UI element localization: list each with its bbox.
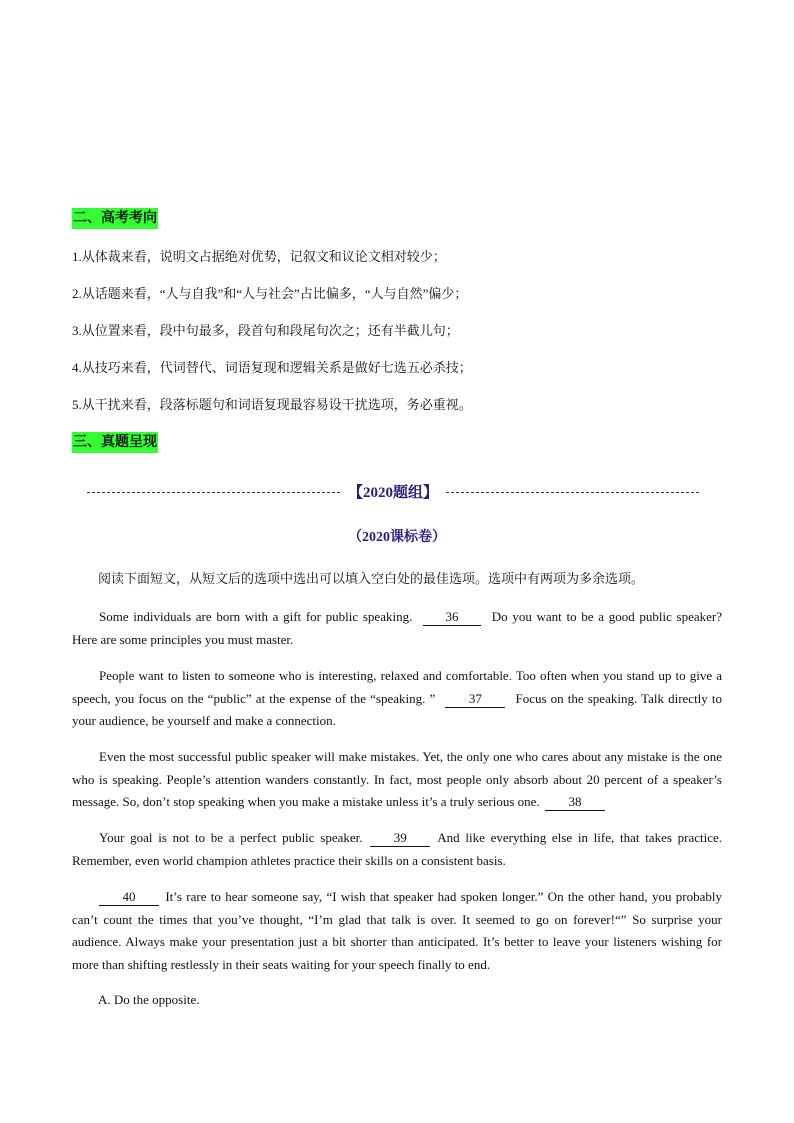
divider-left-line <box>87 492 340 493</box>
passage-paragraph-2 <box>72 665 722 733</box>
exam-trend-point-2: 2.从话题来看，“人与自我”和“人与社会”占比偏多，“人与自然”偏少； <box>72 286 468 301</box>
exam-trend-point-4: 4.从技巧来看，代词替代、词语复现和逻辑关系是做好七选五必杀技； <box>72 360 472 375</box>
paper-source-title: （2020课标卷） <box>348 530 446 545</box>
passage-paragraph-5 <box>72 886 722 976</box>
answer-blank-36[interactable]: 36 <box>423 609 481 626</box>
group-divider <box>87 480 699 502</box>
divider-right-line <box>446 492 699 493</box>
paragraph-text: Some individuals are born with a gift for public speaking. <box>99 609 413 624</box>
exam-trend-point-1: 1.从体裁来看，说明文占据绝对优势，记叙文和议论文相对较少； <box>72 249 446 264</box>
answer-blank-40[interactable]: 40 <box>99 889 159 906</box>
paragraph-text: And like everything else in life, that takes practice. Remember, even world champion athletes practice their skills on a consistent basis. <box>72 830 723 868</box>
paragraph-text: People want to listen to someone who is interesting, relaxed and comfortable. Too often when you stand up to give a speech, you focus on the “public” at the expense of the “speaking. ” <box>72 668 722 706</box>
section-three-heading: 三、真题呈现 <box>72 432 158 453</box>
paragraph-text: Do you want to be a good public speaker? Here are some principles you must master. <box>72 609 723 647</box>
passage-paragraph-4 <box>72 827 722 872</box>
option-a: A. Do the opposite. <box>98 992 200 1007</box>
paragraph-text: Even the most successful public speaker will make mistakes. Yet, the only one who cares about any mistake is the one who is speaking. People’s attention wanders constantly. In fact, most people only absorb about 20 percent of a speaker’s message. So, don’t stop speaking when you make a mistake unless it’s a truly serious one. <box>72 749 722 809</box>
exam-trend-point-5: 5.从干扰来看，段落标题句和词语复现最容易设干扰选项，务必重视。 <box>72 397 472 412</box>
answer-blank-39[interactable]: 39 <box>370 830 430 847</box>
paragraph-text: Your goal is not to be a perfect public speaker. <box>99 830 363 845</box>
answer-blank-38[interactable]: 38 <box>545 794 605 811</box>
passage-paragraph-1 <box>72 606 722 651</box>
paragraph-text: It’s rare to hear someone say, “I wish that speaker had spoken longer.” On the other hand, you probably can’t count the times that you’ve thought, “I’m glad that talk is over. It seemed to go on forever!“” So surprise your audience. Always make your presentation just a bit shorter than anticipated. It’s better to leave your listeners wishing for more than shifting restlessly in their seats waiting for your speech finally to end. <box>72 889 722 972</box>
exam-trend-point-3: 3.从位置来看，段中句最多，段首句和段尾句次之；还有半截儿句； <box>72 323 459 338</box>
paragraph-text: Focus on the speaking. Talk directly to your audience, be yourself and make a connection. <box>72 690 723 728</box>
group-title: 【2020题组】 <box>348 484 439 501</box>
answer-blank-37[interactable]: 37 <box>445 691 505 708</box>
section-two-heading: 二、高考考向 <box>72 208 158 229</box>
instruction-text: 阅读下面短文，从短文后的选项中选出可以填入空白处的最佳选项。选项中有两项为多余选项。 <box>98 571 645 586</box>
passage-paragraph-3 <box>72 746 722 814</box>
